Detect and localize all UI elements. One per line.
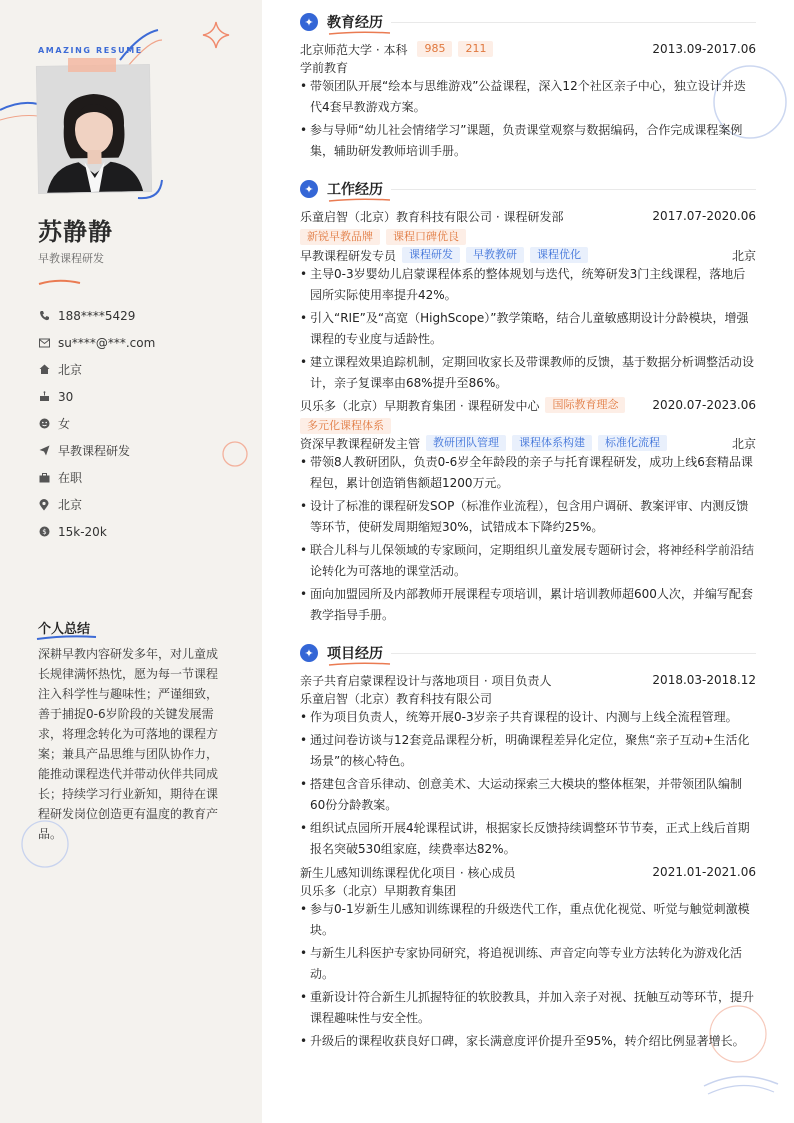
- contact-value: 女: [58, 417, 71, 431]
- svg-text:$: $: [41, 528, 47, 537]
- job-role-row: [300, 246, 756, 264]
- profile-title: 早教课程研发: [38, 252, 104, 265]
- job-role: 资深早教课程研发主管: [300, 436, 421, 451]
- list-item: • 搭建包含音乐律动、创意美术、大运动探索三大模块的整体框架，并带领团队编制60份分龄教案。: [300, 774, 756, 816]
- salary-icon: [38, 526, 50, 538]
- cake-icon: [38, 391, 50, 403]
- education-major: 学前教育: [300, 60, 349, 75]
- list-item: • 带领8人教研团队，负责0-6岁全年龄段的亲子与托育课程研发，成功上线6套精品课程包，累计创造销售额超1200万元。: [300, 452, 756, 494]
- section-title: 教育经历: [327, 15, 383, 31]
- contact-list: [38, 302, 248, 545]
- project-title: 新生儿感知训练课程优化项目 · 核心成员: [300, 865, 516, 880]
- contact-intention: [38, 437, 248, 464]
- sparkle-icon: ✦: [300, 180, 318, 198]
- brand-text: AMAZING RESUME: [38, 46, 143, 55]
- send-icon: [38, 445, 50, 457]
- location-icon: [38, 499, 50, 511]
- project-date: 2021.01-2021.06: [652, 865, 756, 879]
- list-item: • 联合儿科与儿保领域的专家顾问，定期组织儿童发展专题研讨会，将神经科学前沿结论转化为可落地的课堂活动。: [300, 540, 756, 582]
- tag: 211: [458, 41, 493, 57]
- divider: [391, 22, 756, 23]
- mail-icon: [38, 337, 50, 349]
- job-company-row: [300, 207, 756, 225]
- job-company: 乐童启智（北京）教育科技有限公司 · 课程研发部: [300, 209, 564, 224]
- project-date: 2018.03-2018.12: [652, 673, 756, 687]
- list-item: • 参与0-1岁新生儿感知训练课程的升级迭代工作，重点优化视觉、听觉与触觉刺激模块。: [300, 899, 756, 941]
- list-item: • 带领团队开展“绘本与思维游戏”公益课程，深入12个社区亲子中心，独立设计并迭代4套早教游戏方案。: [300, 76, 756, 118]
- education-major-row: [300, 58, 756, 76]
- contact-value: 北京: [58, 363, 83, 377]
- divider: [391, 653, 756, 654]
- briefcase-icon: [38, 472, 50, 484]
- job-tags-row: [300, 417, 756, 435]
- contact-age: [38, 383, 248, 410]
- job-city: 北京: [731, 248, 756, 263]
- project-org: 贝乐多（北京）早期教育集团: [300, 883, 457, 898]
- decorative-swoosh: [700, 1068, 794, 1098]
- job-city: 北京: [731, 436, 756, 451]
- project-org: 乐童启智（北京）教育科技有限公司: [300, 691, 493, 706]
- profile-name: 苏静静: [38, 218, 113, 246]
- job-role: 早教课程研发专员: [300, 248, 397, 263]
- contact-home: [38, 356, 248, 383]
- sparkle-icon: ✦: [300, 644, 318, 662]
- photo-tape: [68, 58, 116, 72]
- home-icon: [38, 364, 50, 376]
- project-title: 亲子共育启蒙课程设计与落地项目 · 项目负责人: [300, 673, 552, 688]
- summary-text: 深耕早教内容研发多年，对儿童成长规律满怀热忱，愿为每一节课程注入科学性与趣味性；严谨细致，善于捕捉0-6岁阶段的关键发展需求，将理念转化为可落地的课程方案；兼具产品思维与团队协作力，能推动课程迭代并带动伙伴共同成长；持续学习行业新知，期待在课程研发岗位创造更有温度的教育产品。: [38, 647, 219, 841]
- list-item: • 组织试点园所开展4轮课程试讲，根据家长反馈持续调整环节节奏，正式上线后首期报名突破530组家庭，续费率达82%。: [300, 818, 756, 860]
- section-projects-header: [300, 643, 756, 663]
- decorative-underline: [36, 634, 100, 642]
- tag: 多元化课程体系: [300, 418, 391, 434]
- decorative-underline: [38, 278, 82, 286]
- decorative-underline: [328, 30, 392, 36]
- tag: 课程口碑优良: [386, 229, 466, 245]
- project-org-row: [300, 881, 756, 899]
- tag: 教研团队管理: [426, 435, 506, 451]
- job-company: 贝乐多（北京）早期教育集团 · 课程研发中心: [300, 398, 540, 413]
- face-icon: [38, 418, 50, 430]
- contact-value: 15k-20k: [58, 524, 107, 539]
- divider: [391, 189, 756, 190]
- contact-value: 早教课程研发: [58, 444, 131, 458]
- contact-value: su****@***.com: [58, 335, 156, 350]
- contact-value: 在职: [58, 471, 83, 485]
- contact-location: [38, 491, 248, 518]
- list-item: • 引入“RIE”及“高宽（HighScope）”教学策略，结合儿童敏感期设计分龄模块，增强课程的专业度与适龄性。: [300, 308, 756, 350]
- list-item: • 参与导师“幼儿社会情绪学习”课题，负责课堂观察与数据编码，合作完成课程案例集，辅助研发教师培训手册。: [300, 120, 756, 162]
- list-item: • 设计了标准的课程研发SOP（标准作业流程），包含用户调研、教案评审、内测反馈等环节，使研发周期缩短30%，试错成本下降约25%。: [300, 496, 756, 538]
- tag: 新锐早教品牌: [300, 229, 380, 245]
- list-item: • 建立课程效果追踪机制，定期回收家长及带课教师的反馈，基于数据分析调整活动设计，亲子复课率由68%提升至86%。: [300, 352, 756, 394]
- job-tags-row: [300, 228, 756, 246]
- contact-phone: [38, 302, 248, 329]
- list-item: • 升级后的课程收获良好口碑，家长满意度评价提升至95%，转介绍比例显著增长。: [300, 1031, 756, 1052]
- decorative-underline: [328, 197, 392, 203]
- contact-value: 30: [58, 389, 74, 404]
- contact-gender: [38, 410, 248, 437]
- list-item: • 面向加盟园所及内部教师开展课程专项培训，累计培训教师超600人次，并编写配套教学指导手册。: [300, 584, 756, 626]
- list-item: • 重新设计符合新生儿抓握特征的软胶教具，并加入亲子对视、抚触互动等环节，提升课程趣味性与安全性。: [300, 987, 756, 1029]
- list-item: • 通过问卷访谈与12套竞品课程分析，明确课程差异化定位，聚焦“亲子互动+生活化场景”的核心特色。: [300, 730, 756, 772]
- project-title-row: [300, 671, 756, 689]
- project-org-row: [300, 689, 756, 707]
- profile-photo: [37, 65, 151, 193]
- tag: 国际教育理念: [545, 397, 625, 413]
- tag: 早教教研: [466, 247, 524, 263]
- tag: 课程优化: [530, 247, 588, 263]
- contact-value: 188****5429: [58, 308, 136, 323]
- section-education-header: [300, 12, 756, 32]
- education-school: 北京师范大学 · 本科: [300, 42, 408, 57]
- summary-heading: 个人总结: [38, 622, 91, 637]
- section-work-header: [300, 179, 756, 199]
- education-date: 2013.09-2017.06: [652, 42, 756, 56]
- tag: 985: [417, 41, 452, 57]
- tag: 课程体系构建: [512, 435, 592, 451]
- phone-icon: [38, 310, 50, 322]
- section-title: 工作经历: [327, 182, 383, 198]
- job-company-row: [300, 396, 756, 414]
- list-item: • 作为项目负责人，统筹开展0-3岁亲子共育课程的设计、内测与上线全流程管理。: [300, 707, 756, 728]
- list-item: • 主导0-3岁婴幼儿启蒙课程体系的整体规划与迭代，统筹研发3门主线课程，落地后园所实际使用率提升42%。: [300, 264, 756, 306]
- decorative-underline: [328, 661, 392, 667]
- tag: 标准化流程: [598, 435, 667, 451]
- education-row: [300, 40, 756, 58]
- job-date: 2020.07-2023.06: [652, 398, 756, 412]
- tag: 课程研发: [402, 247, 460, 263]
- contact-value: 北京: [58, 498, 83, 512]
- job-date: 2017.07-2020.06: [652, 209, 756, 223]
- contact-salary: [38, 518, 248, 545]
- list-item: • 与新生儿科医护专家协同研究，将追视训练、声音定向等专业方法转化为游戏化活动。: [300, 943, 756, 985]
- project-title-row: [300, 863, 756, 881]
- section-title: 项目经历: [327, 646, 383, 662]
- job-role-row: [300, 434, 756, 452]
- contact-email: [38, 329, 248, 356]
- contact-status: [38, 464, 248, 491]
- sparkle-icon: ✦: [300, 13, 318, 31]
